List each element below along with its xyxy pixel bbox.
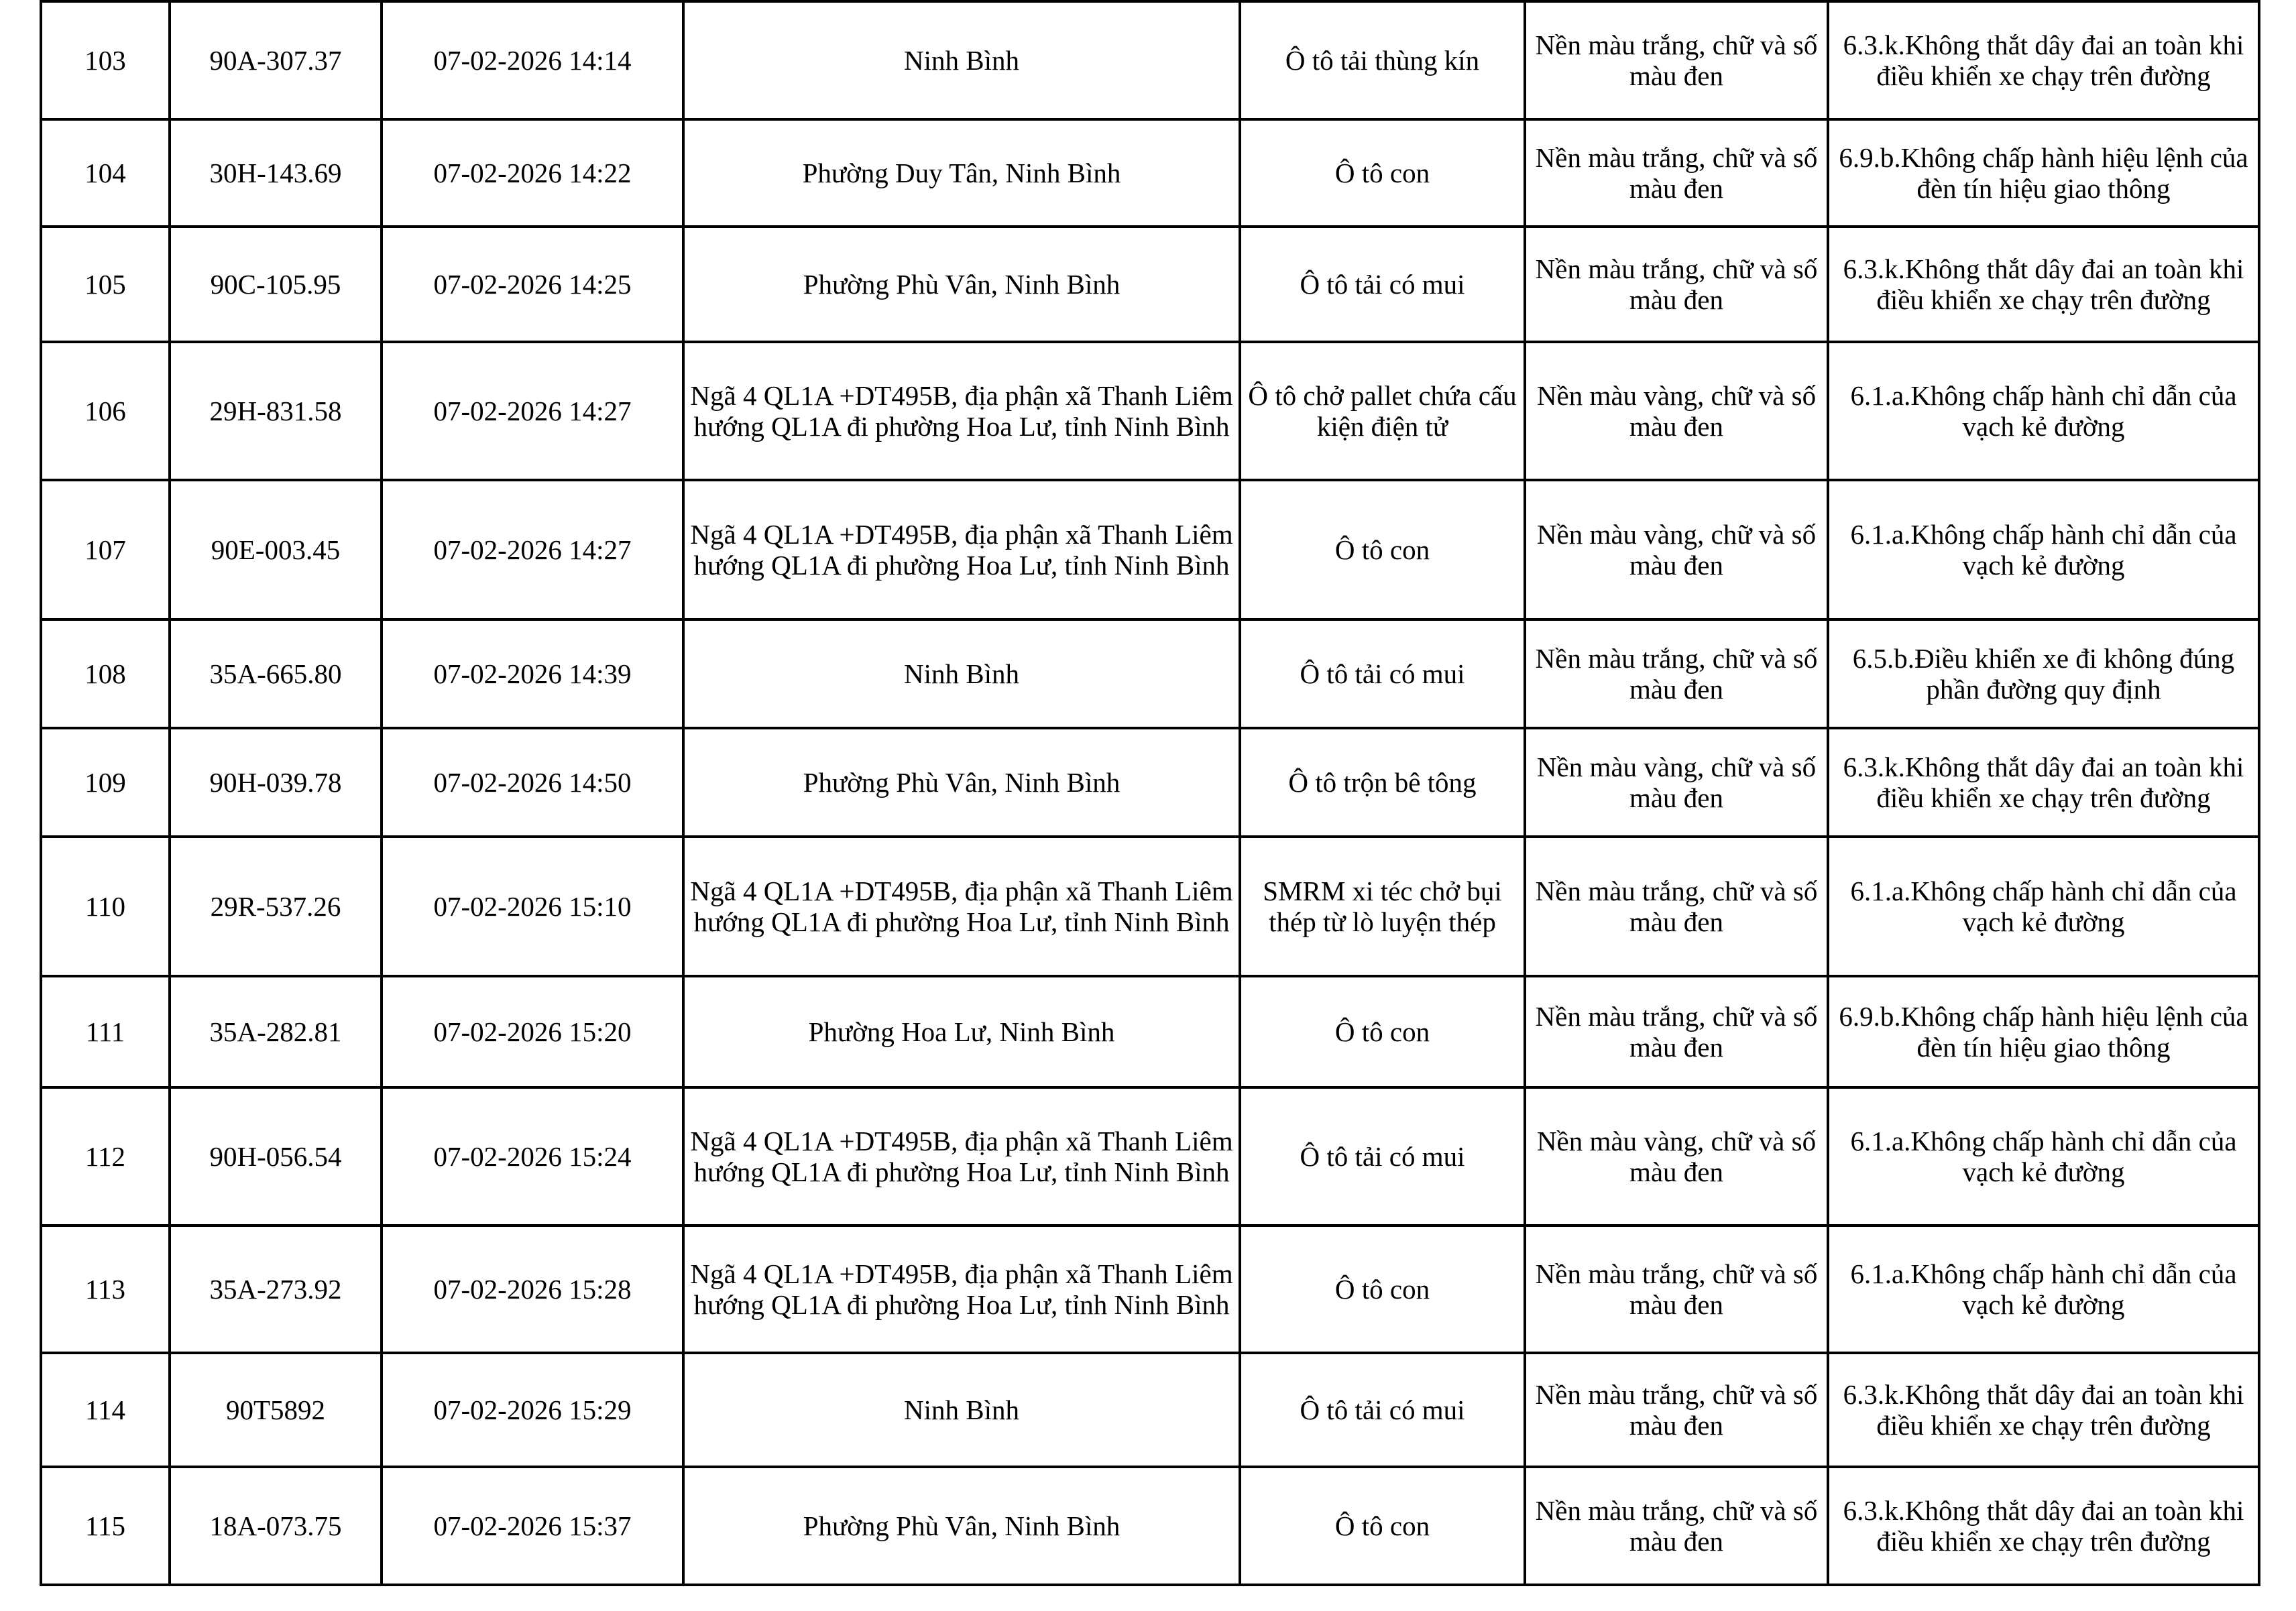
cell-violation: 6.3.k.Không thắt dây đai an toàn khi điều khiển xe chạy trên đường xyxy=(1828,1353,2259,1467)
cell-plate-color: Nền màu vàng, chữ và số màu đen xyxy=(1525,728,1828,837)
cell-plate-color: Nền màu trắng, chữ và số màu đen xyxy=(1525,1467,1828,1585)
table-row xyxy=(41,728,2259,837)
cell-stt: 108 xyxy=(41,619,170,728)
cell-location: Ngã 4 QL1A +DT495B, địa phận xã Thanh Liêm hướng QL1A đi phường Hoa Lư, tỉnh Ninh Bình xyxy=(683,1087,1240,1226)
cell-stt: 112 xyxy=(41,1087,170,1226)
cell-location: Ngã 4 QL1A +DT495B, địa phận xã Thanh Liêm hướng QL1A đi phường Hoa Lư, tỉnh Ninh Bình xyxy=(683,342,1240,480)
cell-plate-color: Nền màu vàng, chữ và số màu đen xyxy=(1525,1087,1828,1226)
violation-table-container xyxy=(40,0,2258,1586)
table-body xyxy=(41,1,2259,1585)
cell-violation: 6.3.k.Không thắt dây đai an toàn khi điều khiển xe chạy trên đường xyxy=(1828,728,2259,837)
table-row xyxy=(41,119,2259,227)
cell-time: 07-02-2026 15:28 xyxy=(382,1226,683,1353)
cell-violation: 6.9.b.Không chấp hành hiệu lệnh của đèn tín hiệu giao thông xyxy=(1828,119,2259,227)
cell-time: 07-02-2026 15:24 xyxy=(382,1087,683,1226)
cell-time: 07-02-2026 14:22 xyxy=(382,119,683,227)
cell-time: 07-02-2026 15:20 xyxy=(382,976,683,1087)
cell-location: Phường Phù Vân, Ninh Bình xyxy=(683,728,1240,837)
table-row xyxy=(41,342,2259,480)
violation-table xyxy=(40,0,2260,1586)
cell-vehicle-type: Ô tô con xyxy=(1240,976,1525,1087)
cell-location: Phường Phù Vân, Ninh Bình xyxy=(683,227,1240,342)
cell-location: Ninh Bình xyxy=(683,1353,1240,1467)
table-row xyxy=(41,619,2259,728)
cell-location: Ninh Bình xyxy=(683,1,1240,119)
cell-location: Phường Duy Tân, Ninh Bình xyxy=(683,119,1240,227)
cell-time: 07-02-2026 15:10 xyxy=(382,837,683,976)
table-row xyxy=(41,1353,2259,1467)
cell-plate-color: Nền màu trắng, chữ và số màu đen xyxy=(1525,119,1828,227)
cell-plate: 35A-665.80 xyxy=(170,619,382,728)
cell-vehicle-type: Ô tô tải có mui xyxy=(1240,1087,1525,1226)
cell-vehicle-type: Ô tô chở pallet chứa cấu kiện điện tử xyxy=(1240,342,1525,480)
cell-location: Ninh Bình xyxy=(683,619,1240,728)
table-row xyxy=(41,1,2259,119)
cell-time: 07-02-2026 14:50 xyxy=(382,728,683,837)
cell-plate-color: Nền màu trắng, chữ và số màu đen xyxy=(1525,1353,1828,1467)
cell-plate-color: Nền màu trắng, chữ và số màu đen xyxy=(1525,227,1828,342)
cell-violation: 6.5.b.Điều khiển xe đi không đúng phần đường quy định xyxy=(1828,619,2259,728)
cell-violation: 6.1.a.Không chấp hành chỉ dẫn của vạch kẻ đường xyxy=(1828,342,2259,480)
cell-plate: 90H-056.54 xyxy=(170,1087,382,1226)
cell-violation: 6.3.k.Không thắt dây đai an toàn khi điều khiển xe chạy trên đường xyxy=(1828,1,2259,119)
cell-plate: 90A-307.37 xyxy=(170,1,382,119)
cell-stt: 103 xyxy=(41,1,170,119)
cell-violation: 6.1.a.Không chấp hành chỉ dẫn của vạch kẻ đường xyxy=(1828,1087,2259,1226)
cell-vehicle-type: Ô tô trộn bê tông xyxy=(1240,728,1525,837)
cell-vehicle-type: Ô tô tải có mui xyxy=(1240,227,1525,342)
cell-plate-color: Nền màu trắng, chữ và số màu đen xyxy=(1525,1,1828,119)
cell-vehicle-type: Ô tô con xyxy=(1240,480,1525,619)
cell-plate-color: Nền màu trắng, chữ và số màu đen xyxy=(1525,1226,1828,1353)
cell-plate: 35A-282.81 xyxy=(170,976,382,1087)
cell-violation: 6.1.a.Không chấp hành chỉ dẫn của vạch kẻ đường xyxy=(1828,1226,2259,1353)
cell-stt: 111 xyxy=(41,976,170,1087)
cell-stt: 114 xyxy=(41,1353,170,1467)
cell-plate: 90H-039.78 xyxy=(170,728,382,837)
cell-plate: 30H-143.69 xyxy=(170,119,382,227)
cell-stt: 113 xyxy=(41,1226,170,1353)
cell-plate: 29R-537.26 xyxy=(170,837,382,976)
cell-location: Phường Phù Vân, Ninh Bình xyxy=(683,1467,1240,1585)
table-row xyxy=(41,227,2259,342)
cell-vehicle-type: Ô tô tải có mui xyxy=(1240,619,1525,728)
cell-vehicle-type: SMRM xi téc chở bụi thép từ lò luyện thép xyxy=(1240,837,1525,976)
cell-time: 07-02-2026 14:14 xyxy=(382,1,683,119)
cell-plate: 90C-105.95 xyxy=(170,227,382,342)
cell-plate: 90T5892 xyxy=(170,1353,382,1467)
cell-stt: 110 xyxy=(41,837,170,976)
cell-violation: 6.9.b.Không chấp hành hiệu lệnh của đèn tín hiệu giao thông xyxy=(1828,976,2259,1087)
cell-plate-color: Nền màu vàng, chữ và số màu đen xyxy=(1525,342,1828,480)
cell-location: Phường Hoa Lư, Ninh Bình xyxy=(683,976,1240,1087)
cell-time: 07-02-2026 14:27 xyxy=(382,480,683,619)
cell-location: Ngã 4 QL1A +DT495B, địa phận xã Thanh Liêm hướng QL1A đi phường Hoa Lư, tỉnh Ninh Bình xyxy=(683,1226,1240,1353)
cell-time: 07-02-2026 15:37 xyxy=(382,1467,683,1585)
cell-time: 07-02-2026 14:27 xyxy=(382,342,683,480)
cell-time: 07-02-2026 14:39 xyxy=(382,619,683,728)
cell-plate: 35A-273.92 xyxy=(170,1226,382,1353)
cell-stt: 115 xyxy=(41,1467,170,1585)
table-row xyxy=(41,1226,2259,1353)
cell-plate: 29H-831.58 xyxy=(170,342,382,480)
cell-vehicle-type: Ô tô con xyxy=(1240,1226,1525,1353)
cell-violation: 6.1.a.Không chấp hành chỉ dẫn của vạch kẻ đường xyxy=(1828,837,2259,976)
cell-stt: 107 xyxy=(41,480,170,619)
cell-location: Ngã 4 QL1A +DT495B, địa phận xã Thanh Liêm hướng QL1A đi phường Hoa Lư, tỉnh Ninh Bình xyxy=(683,480,1240,619)
cell-stt: 104 xyxy=(41,119,170,227)
table-row xyxy=(41,976,2259,1087)
table-row xyxy=(41,1467,2259,1585)
cell-plate: 18A-073.75 xyxy=(170,1467,382,1585)
table-row xyxy=(41,1087,2259,1226)
cell-time: 07-02-2026 14:25 xyxy=(382,227,683,342)
cell-stt: 105 xyxy=(41,227,170,342)
cell-plate-color: Nền màu trắng, chữ và số màu đen xyxy=(1525,619,1828,728)
cell-time: 07-02-2026 15:29 xyxy=(382,1353,683,1467)
table-row xyxy=(41,837,2259,976)
cell-plate-color: Nền màu vàng, chữ và số màu đen xyxy=(1525,480,1828,619)
cell-stt: 106 xyxy=(41,342,170,480)
cell-violation: 6.1.a.Không chấp hành chỉ dẫn của vạch kẻ đường xyxy=(1828,480,2259,619)
cell-vehicle-type: Ô tô tải thùng kín xyxy=(1240,1,1525,119)
cell-plate: 90E-003.45 xyxy=(170,480,382,619)
cell-stt: 109 xyxy=(41,728,170,837)
cell-vehicle-type: Ô tô con xyxy=(1240,1467,1525,1585)
cell-vehicle-type: Ô tô tải có mui xyxy=(1240,1353,1525,1467)
cell-location: Ngã 4 QL1A +DT495B, địa phận xã Thanh Liêm hướng QL1A đi phường Hoa Lư, tỉnh Ninh Bình xyxy=(683,837,1240,976)
cell-violation: 6.3.k.Không thắt dây đai an toàn khi điều khiển xe chạy trên đường xyxy=(1828,227,2259,342)
table-row xyxy=(41,480,2259,619)
cell-plate-color: Nền màu trắng, chữ và số màu đen xyxy=(1525,976,1828,1087)
cell-vehicle-type: Ô tô con xyxy=(1240,119,1525,227)
cell-plate-color: Nền màu trắng, chữ và số màu đen xyxy=(1525,837,1828,976)
cell-violation: 6.3.k.Không thắt dây đai an toàn khi điều khiển xe chạy trên đường xyxy=(1828,1467,2259,1585)
